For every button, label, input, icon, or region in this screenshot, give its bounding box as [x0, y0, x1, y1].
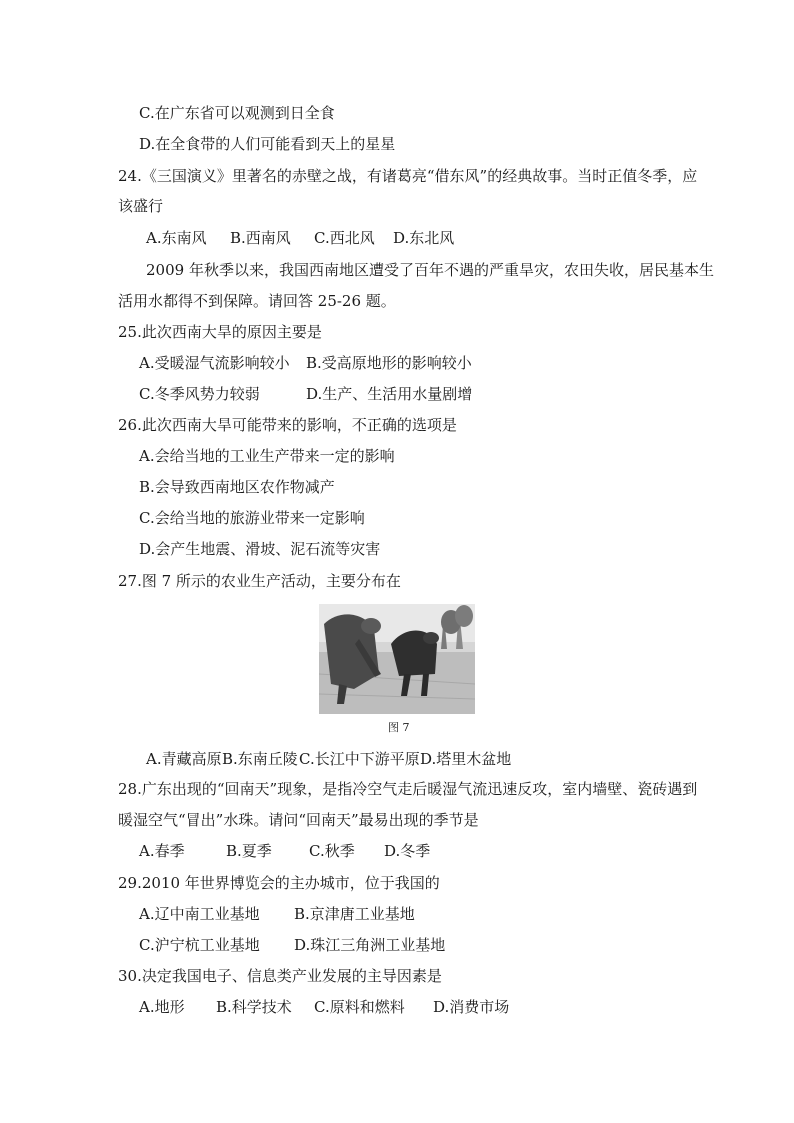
q27-option-d: D.塔里木盆地	[420, 750, 512, 768]
q30-option-c: C.原料和燃料	[314, 998, 405, 1016]
q29-option-b: B.京津唐工业基地	[294, 905, 415, 923]
q25-option-d: D.生产、生活用水量剧增	[306, 385, 473, 403]
q30-option-a: A.地形	[139, 998, 185, 1016]
q27-option-b: B.东南丘陵	[222, 750, 298, 768]
q29-option-d: D.珠江三角洲工业基地	[294, 936, 446, 954]
q29-option-a: A.辽中南工业基地	[139, 905, 260, 923]
q24-option-b: B.西南风	[230, 229, 291, 247]
question-25: 25.此次西南大旱的原因主要是	[118, 323, 322, 341]
q30-option-d: D.消费市场	[433, 998, 510, 1016]
q24-option-a: A.东南风	[146, 229, 207, 247]
question-28-line2: 暖湿空气“冒出”水珠。请问“回南天”最易出现的季节是	[118, 811, 479, 829]
q28-option-b: B.夏季	[226, 842, 272, 860]
question-24-line2: 该盛行	[118, 197, 164, 215]
q27-option-c: C.长江中下游平原	[299, 750, 420, 768]
rice-transplanting-photo	[319, 604, 475, 714]
question-27: 27.图 7 所示的农业生产活动，主要分布在	[118, 572, 401, 590]
option-c-prev: C.在广东省可以观测到日全食	[139, 104, 335, 122]
question-26: 26.此次西南大旱可能带来的影响，不正确的选项是	[118, 416, 457, 434]
q26-option-d: D.会产生地震、滑坡、泥石流等灾害	[139, 540, 381, 558]
question-24-line1: 24.《三国演义》里著名的赤壁之战，有诸葛亮“借东风”的经典故事。当时正值冬季，应	[118, 167, 698, 185]
q28-option-d: D.冬季	[384, 842, 431, 860]
q24-option-d: D.东北风	[393, 229, 455, 247]
q25-option-a: A.受暖湿气流影响较小	[139, 354, 290, 372]
q25-option-b: B.受高原地形的影响较小	[306, 354, 472, 372]
passage-line2: 活用水都得不到保障。请回答 25-26 题。	[118, 292, 396, 310]
q28-option-a: A.春季	[139, 842, 185, 860]
q26-option-a: A.会给当地的工业生产带来一定的影响	[139, 447, 395, 465]
q26-option-c: C.会给当地的旅游业带来一定影响	[139, 509, 365, 527]
question-28-line1: 28.广东出现的“回南天”现象，是指冷空气走后暖湿气流迅速反攻，室内墙壁、瓷砖遇到	[118, 780, 698, 798]
question-30: 30.决定我国电子、信息类产业发展的主导因素是	[118, 967, 442, 985]
q30-option-b: B.科学技术	[216, 998, 292, 1016]
option-d-prev: D.在全食带的人们可能看到天上的星星	[139, 135, 396, 153]
q29-option-c: C.沪宁杭工业基地	[139, 936, 260, 954]
q28-option-c: C.秋季	[309, 842, 355, 860]
q27-option-a: A.青藏高原	[146, 750, 222, 768]
q26-option-b: B.会导致西南地区农作物减产	[139, 478, 335, 496]
passage-line1: 2009 年秋季以来，我国西南地区遭受了百年不遇的严重旱灾，农田失收，居民基本生	[146, 261, 714, 279]
q25-option-c: C.冬季风势力较弱	[139, 385, 260, 403]
question-29: 29.2010 年世界博览会的主办城市，位于我国的	[118, 874, 440, 892]
figure-caption: 图 7	[388, 721, 410, 734]
q24-option-c: C.西北风	[314, 229, 375, 247]
